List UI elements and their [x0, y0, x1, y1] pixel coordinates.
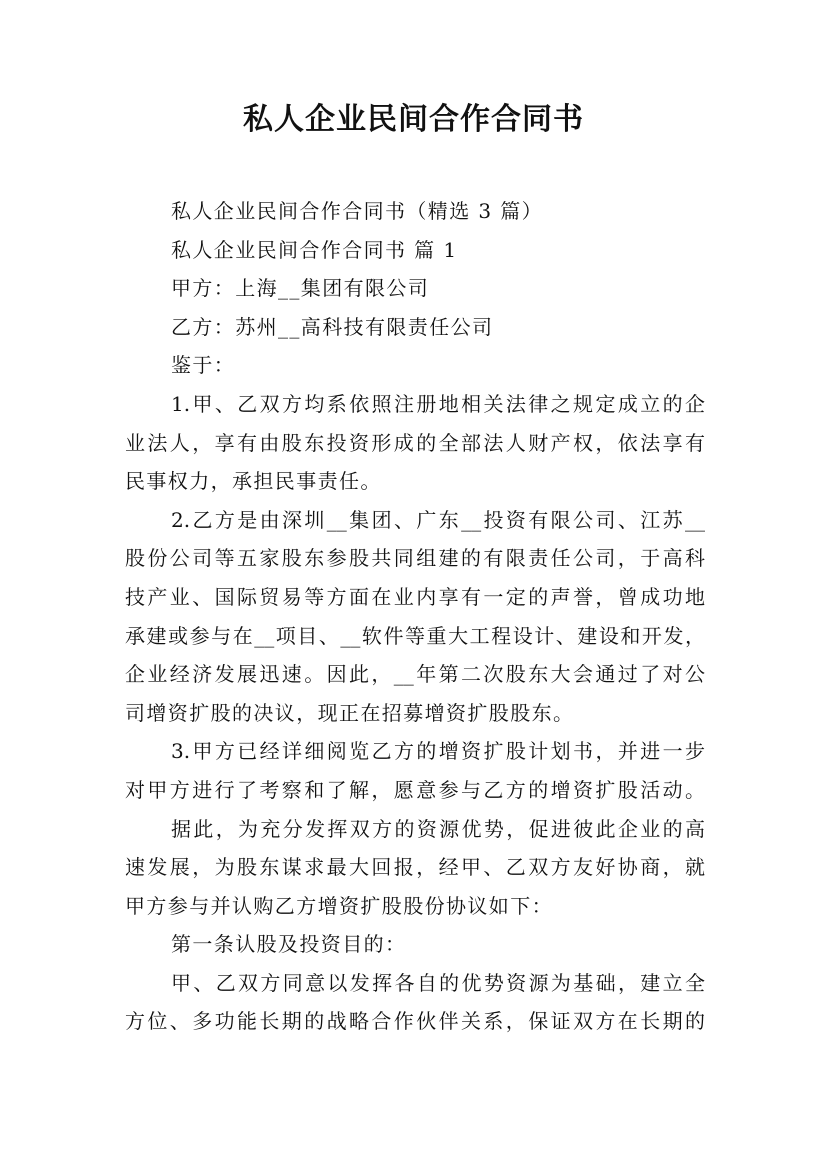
paragraph-line: 3.甲方已经详细阅览乙方的增资扩股计划书，并进一步 [171, 739, 705, 764]
paragraph-line: 2.乙方是由深圳__集团、广东__投资有限公司、江苏__ [171, 507, 705, 532]
paragraph-line: 第一条认股及投资目的： [171, 932, 407, 957]
paragraph-line: 甲、乙双方同意以发挥各自的优势资源为基础，建立全 [171, 970, 705, 995]
paragraph-line: 甲方参与并认购乙方增资扩股股份协议如下： [125, 893, 553, 918]
paragraph-line: 股份公司等五家股东参股共同组建的有限责任公司，于高科 [125, 546, 705, 571]
paragraph-line: 据此，为充分发挥双方的资源优势，促进彼此企业的高 [171, 816, 705, 841]
paragraph-line: 乙方：苏州__高科技有限责任公司 [171, 314, 494, 339]
paragraph-line: 司增资扩股的决议，现正在招募增资扩股股东。 [125, 700, 575, 725]
paragraph-line: 承建或参与在__项目、__软件等重大工程设计、建设和开发， [125, 623, 705, 648]
paragraph-line: 方位、多功能长期的战略合作伙伴关系，保证双方在长期的 [125, 1009, 705, 1034]
paragraph-line: 业法人，享有由股东投资形成的全部法人财产权，依法享有 [125, 430, 705, 455]
paragraph-line: 民事权力，承担民事责任。 [125, 469, 382, 494]
paragraph-line: 1.甲、乙双方均系依照注册地相关法律之规定成立的企 [171, 391, 705, 416]
paragraph-line: 速发展，为股东谋求最大回报，经甲、乙双方友好协商，就 [125, 855, 705, 880]
paragraph-line: 对甲方进行了考察和了解，愿意参与乙方的增资扩股活动。 [125, 777, 705, 802]
paragraph-line: 鉴于： [171, 353, 236, 378]
paragraph-line: 私人企业民间合作合同书 篇 1 [171, 237, 458, 262]
document-body [125, 192, 705, 1041]
paragraph-line: 私人企业民间合作合同书（精选 3 篇） [171, 199, 544, 223]
paragraph-line: 技产业、国际贸易等方面在业内享有一定的声誉，曾成功地 [125, 584, 705, 609]
paragraph-line: 甲方：上海__集团有限公司 [171, 276, 430, 301]
document-title: 私人企业民间合作合同书 [243, 102, 584, 137]
paragraph-line: 企业经济发展迅速。因此，__年第二次股东大会通过了对公 [125, 662, 705, 687]
